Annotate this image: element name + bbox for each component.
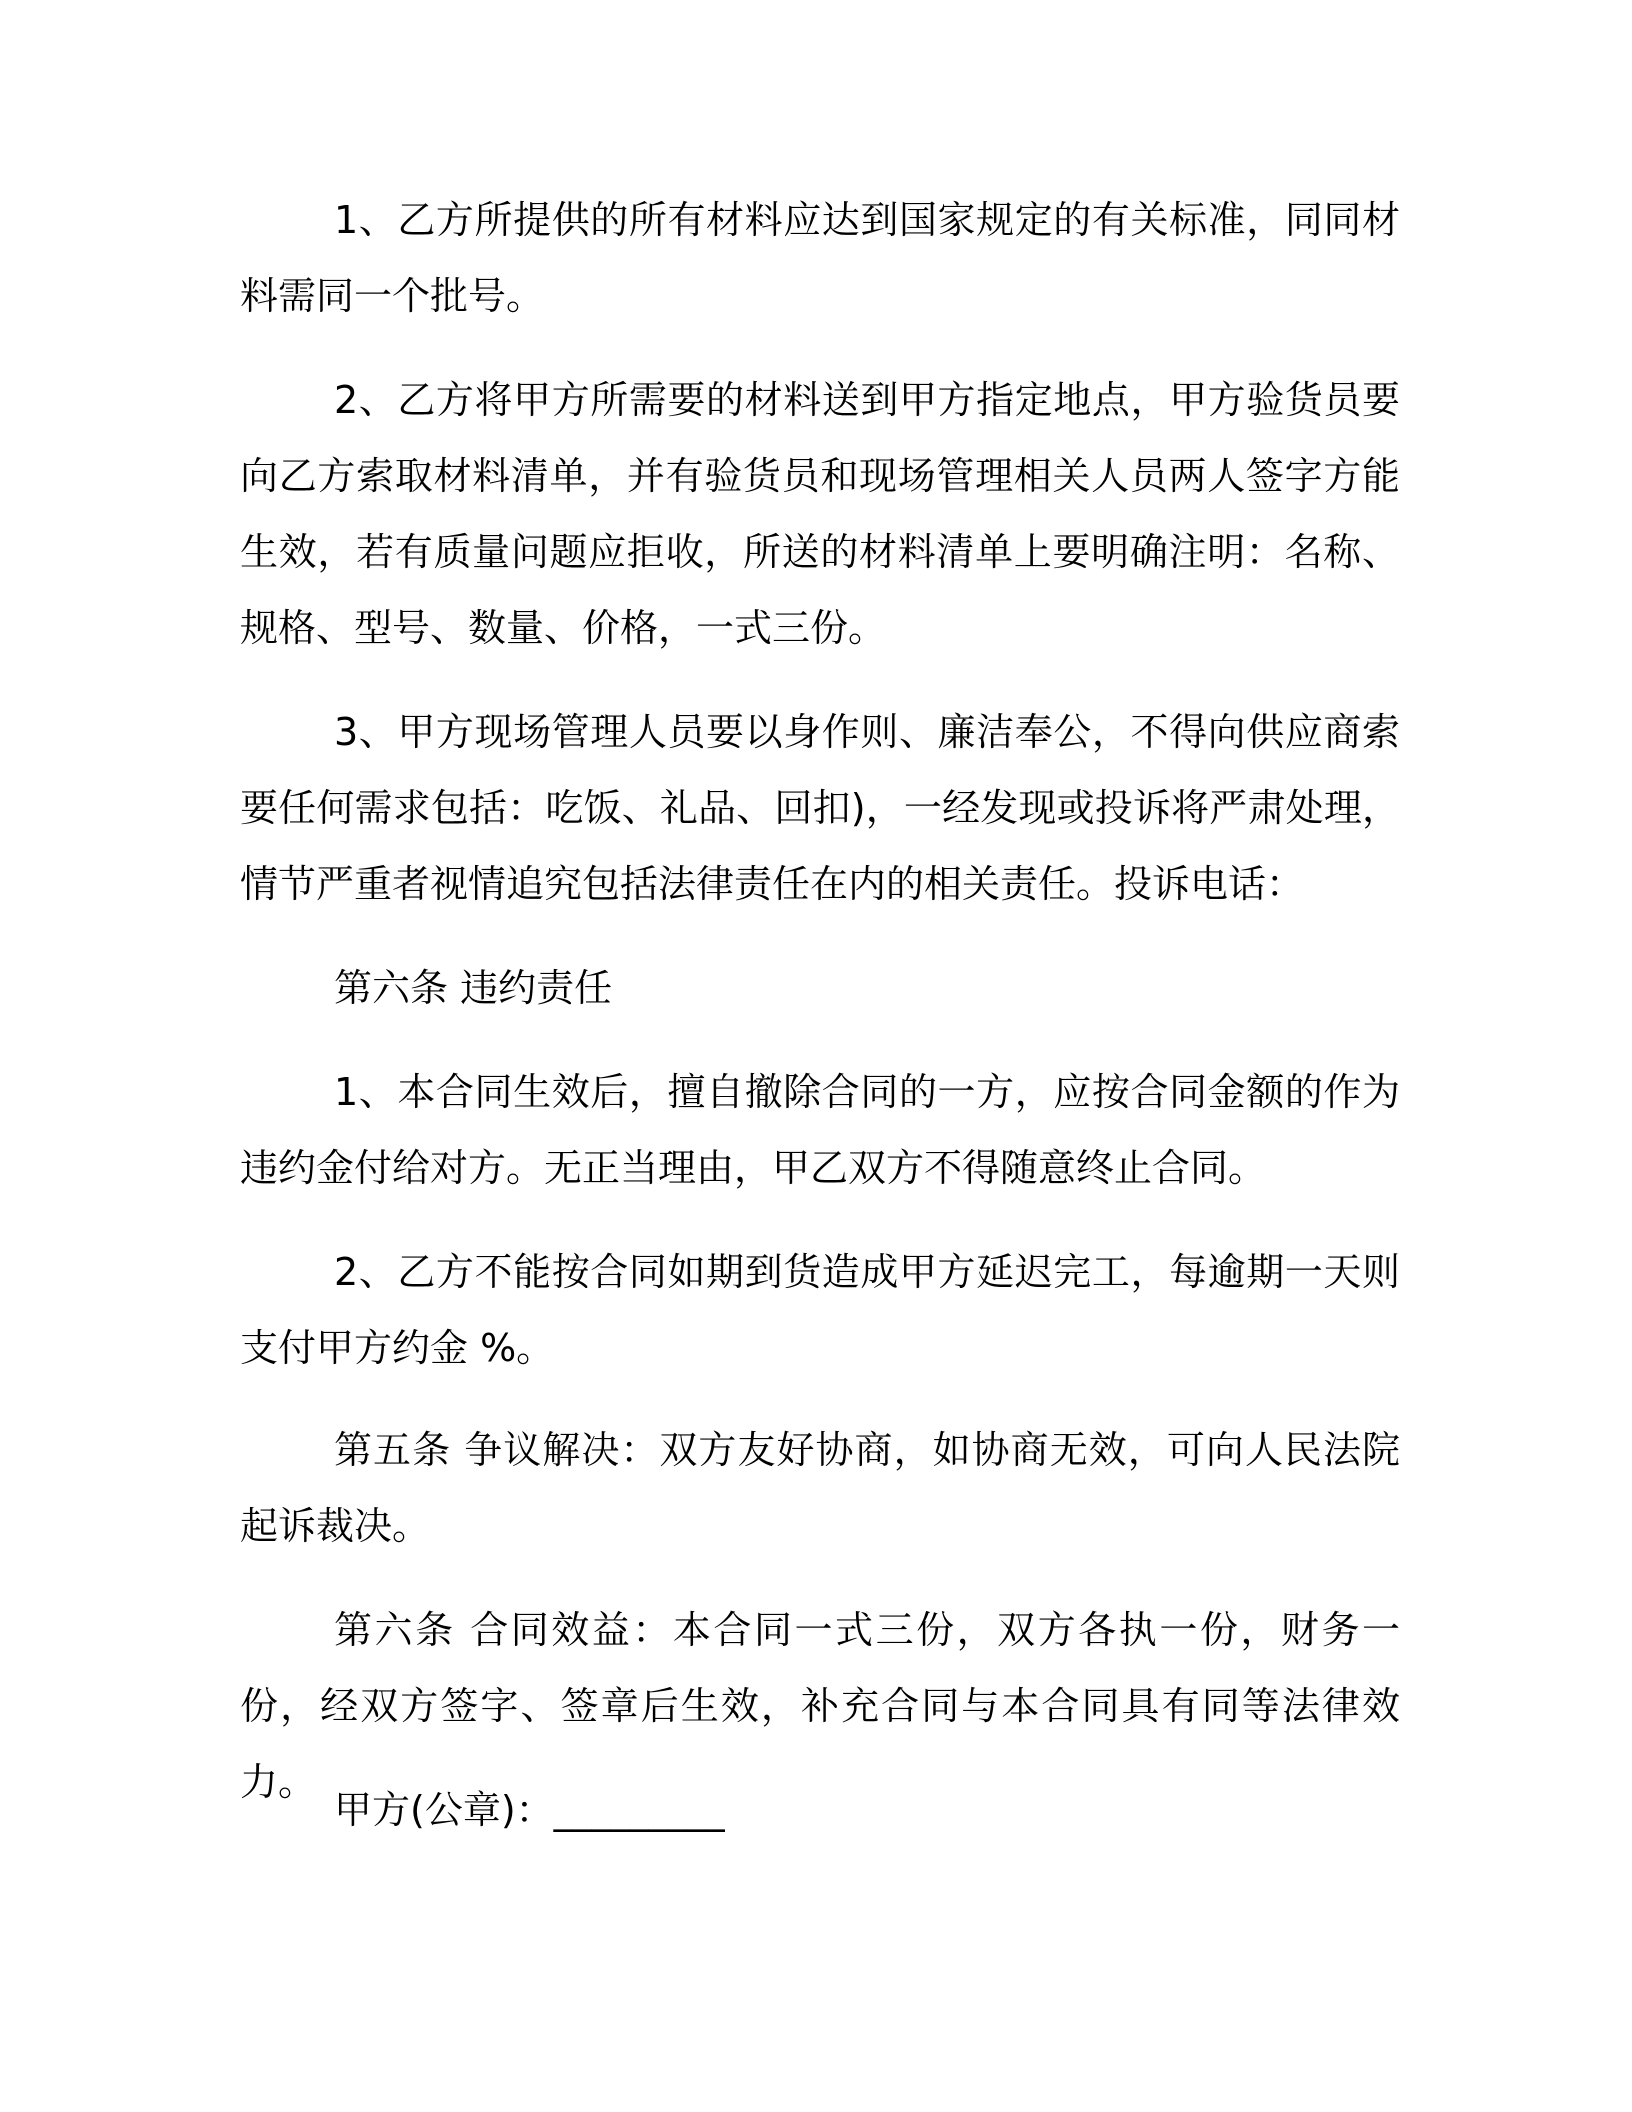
clause-3-integrity: 3、甲方现场管理人员要以身作则、廉洁奉公，不得向供应商索要任何需求包括：吃饭、礼品、回扣)，一经发现或投诉将严肃处理，情节严重者视情追究包括法律责任在内的相关责任。投诉电话：: [240, 710, 1400, 906]
clause-2-delivery-inspection: 2、乙方将甲方所需要的材料送到甲方指定地点，甲方验货员要向乙方索取材料清单，并有验货员和现场管理相关人员两人签字方能生效，若有质量问题应拒收，所送的材料清单上要明确注明：名称、规格、型号、数量、价格，一式三份。: [240, 378, 1400, 650]
clause-1-materials-standard: 1、乙方所提供的所有材料应达到国家规定的有关标准，同同材料需同一个批号。: [240, 198, 1400, 318]
breach-clause-1: 1、本合同生效后，擅自撤除合同的一方，应按合同金额的作为违约金付给对方。无正当理由，甲乙双方不得随意终止合同。: [240, 1070, 1400, 1190]
article-5-dispute: 第五条 争议解决：双方友好协商，如协商无效，可向人民法院起诉裁决。: [240, 1428, 1400, 1548]
breach-clause-2: 2、乙方不能按合同如期到货造成甲方延迟完工，每逾期一天则支付甲方约金 %。: [240, 1250, 1400, 1370]
article-6-validity: 第六条 合同效益：本合同一式三份，双方各执一份，财务一份，经双方签字、签章后生效，补充合同与本合同具有同等法律效力。: [240, 1608, 1400, 1804]
article-6-heading-breach: 第六条 违约责任: [334, 966, 613, 1010]
party-a-seal-line: 甲方(公章)：_________: [334, 1788, 725, 1832]
